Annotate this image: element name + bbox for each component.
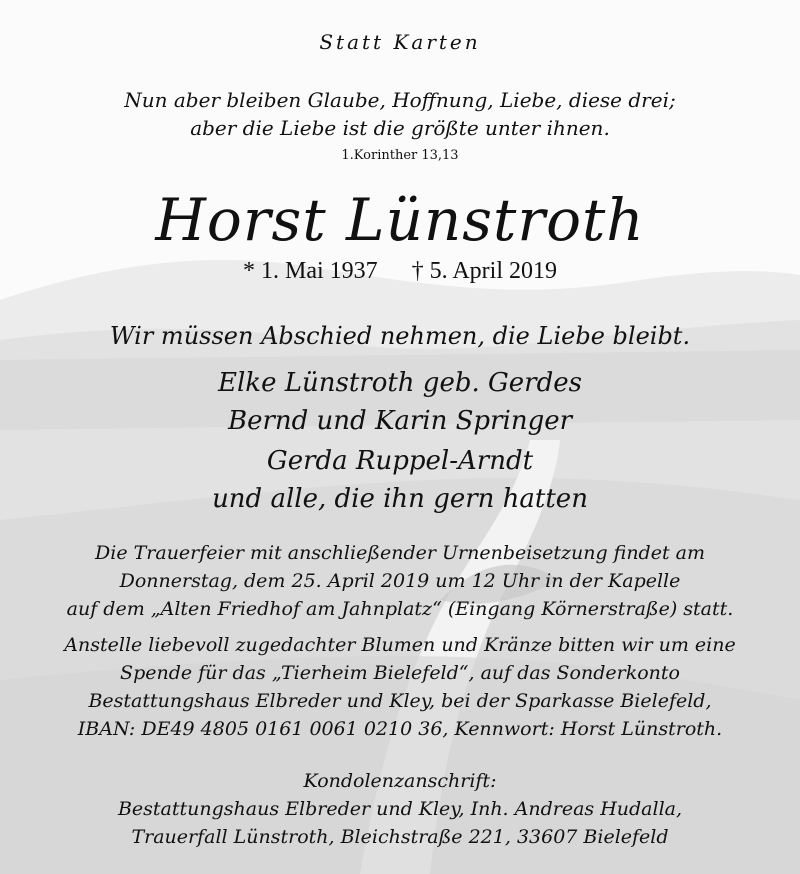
ceremony-line: Die Trauerfeier mit anschließender Urnenbeisetzung findet am [95, 542, 705, 564]
death-date: † 5. April 2019 [411, 258, 557, 284]
mourner-line: Gerda Ruppel-Arndt [266, 446, 534, 476]
verse-reference: 1.Korinther 13,13 [341, 148, 459, 163]
donation-line: Anstelle liebevoll zugedachter Blumen und Kränze bitten wir um eine [64, 634, 736, 656]
farewell-line: Wir müssen Abschied nehmen, die Liebe bleibt. [109, 322, 691, 350]
life-dates [0, 258, 800, 285]
donation-line: IBAN: DE49 4805 0161 0061 0210 36, Kennwort: Horst Lünstroth. [77, 718, 723, 740]
donation-line: Bestattungshaus Elbreder und Kley, bei der Sparkasse Bielefeld, [88, 690, 712, 712]
header-text: Statt Karten [319, 30, 481, 54]
ceremony-line: auf dem „Alten Friedhof am Jahnplatz“ (Eingang Körnerstraße) statt. [66, 598, 734, 620]
ceremony-line: Donnerstag, dem 25. April 2019 um 12 Uhr in der Kapelle [119, 570, 681, 592]
mourner-line: Elke Lünstroth geb. Gerdes [218, 368, 582, 398]
condolence-line: Bestattungshaus Elbreder und Kley, Inh. Andreas Hudalla, [117, 798, 683, 820]
verse-line: aber die Liebe ist die größte unter ihnen. [190, 116, 610, 140]
mourner-line: und alle, die ihn gern hatten [212, 484, 588, 514]
donation-line: Spende für das „Tierheim Bielefeld“, auf das Sonderkonto [120, 662, 680, 684]
mourner-line: Bernd und Karin Springer [227, 406, 573, 436]
deceased-name: Horst Lünstroth [155, 186, 645, 254]
condolence-heading: Kondolenzanschrift: [303, 770, 497, 792]
verse-line: Nun aber bleiben Glaube, Hoffnung, Liebe, diese drei; [124, 88, 676, 112]
condolence-line: Trauerfall Lünstroth, Bleichstraße 221, 33607 Bielefeld [131, 826, 669, 848]
birth-date: * 1. Mai 1937 [242, 258, 378, 284]
